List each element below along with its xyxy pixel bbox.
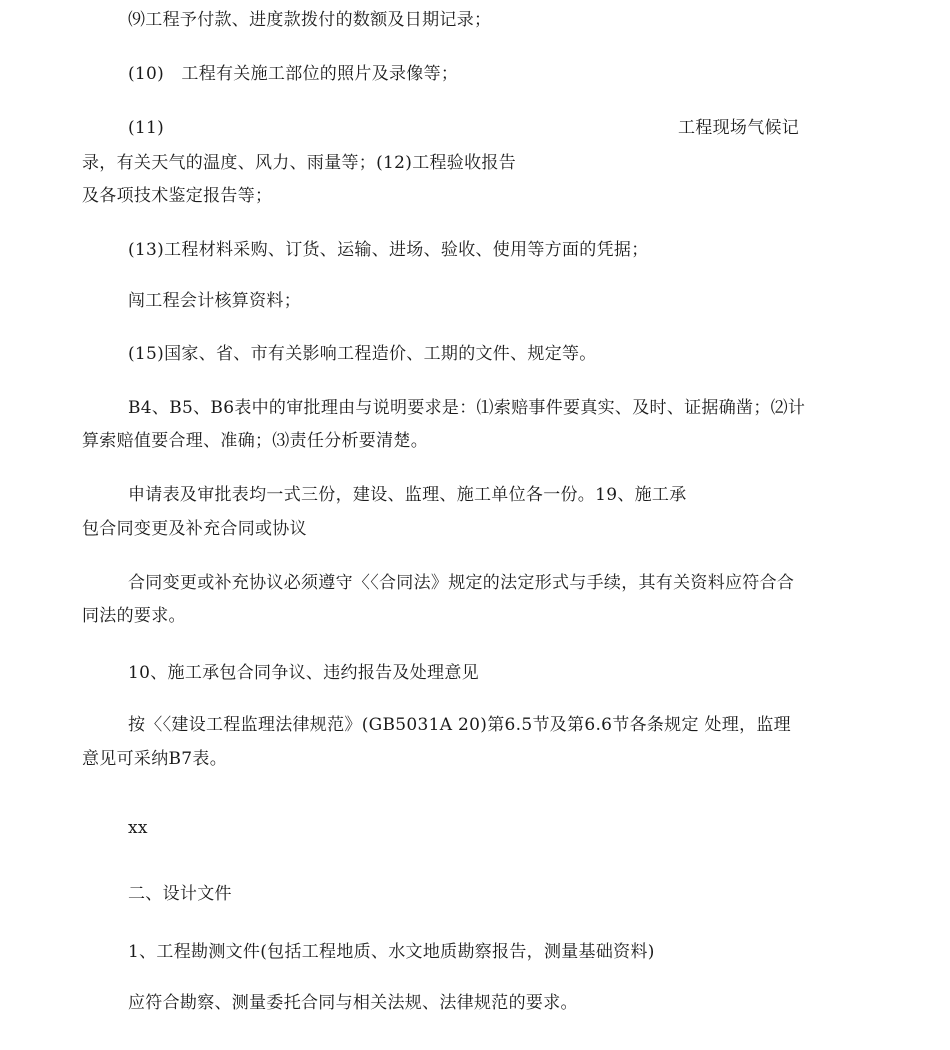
text-line: 闯工程会计核算资料； xyxy=(128,291,301,311)
text-line: xx xyxy=(128,818,148,838)
section-heading: 二、设计文件 xyxy=(128,884,232,904)
text-line: (10) 工程有关施工部位的照片及录像等； xyxy=(128,64,459,84)
text-line: 意见可采纳B7表。 xyxy=(82,749,228,769)
text-line: 包合同变更及补充合同或协议 xyxy=(82,519,307,539)
text-line: 应符合勘察、测量委托合同与相关法规、法律规范的要求。 xyxy=(128,993,578,1013)
text-line: 及各项技术鉴定报告等； xyxy=(82,186,273,206)
text-line: 录，有关天气的温度、风力、雨量等；(12)工程验收报告 xyxy=(82,153,516,173)
text-line: 按〈〈建设工程监理法律规范》(GB5031A 20)第6.5节及第6.6节各条规定 处理，监理 xyxy=(128,715,791,735)
text-line: (13)工程材料采购、订货、运输、进场、验收、使用等方面的凭据； xyxy=(128,240,649,260)
text-line: 工程现场气候记 xyxy=(678,118,800,138)
text-line: 10、施工承包合同争议、违约报告及处理意见 xyxy=(128,663,479,683)
text-line: B4、B5、B6表中的审批理由与说明要求是：⑴索赔事件要真实、及时、证据确凿；⑵计 xyxy=(128,398,806,418)
text-line: 1、工程勘测文件(包括工程地质、水文地质勘察报告，测量基础资料) xyxy=(128,942,655,962)
text-line: (11) xyxy=(128,118,165,138)
text-line: 同法的要求。 xyxy=(82,606,186,626)
text-line: (15)国家、省、市有关影响工程造价、工期的文件、规定等。 xyxy=(128,344,597,364)
text-line: 申请表及审批表均一式三份，建设、监理、施工单位各一份。19、施工承 xyxy=(128,485,687,505)
text-line: 合同变更或补充协议必须遵守〈〈合同法》规定的法定形式与手续，其有关资料应符合合 xyxy=(128,573,795,593)
text-line: 算索赔值要合理、准确；⑶责任分析要清楚。 xyxy=(82,431,428,451)
text-line: ⑼工程予付款、进度款拨付的数额及日期记录； xyxy=(128,10,492,30)
